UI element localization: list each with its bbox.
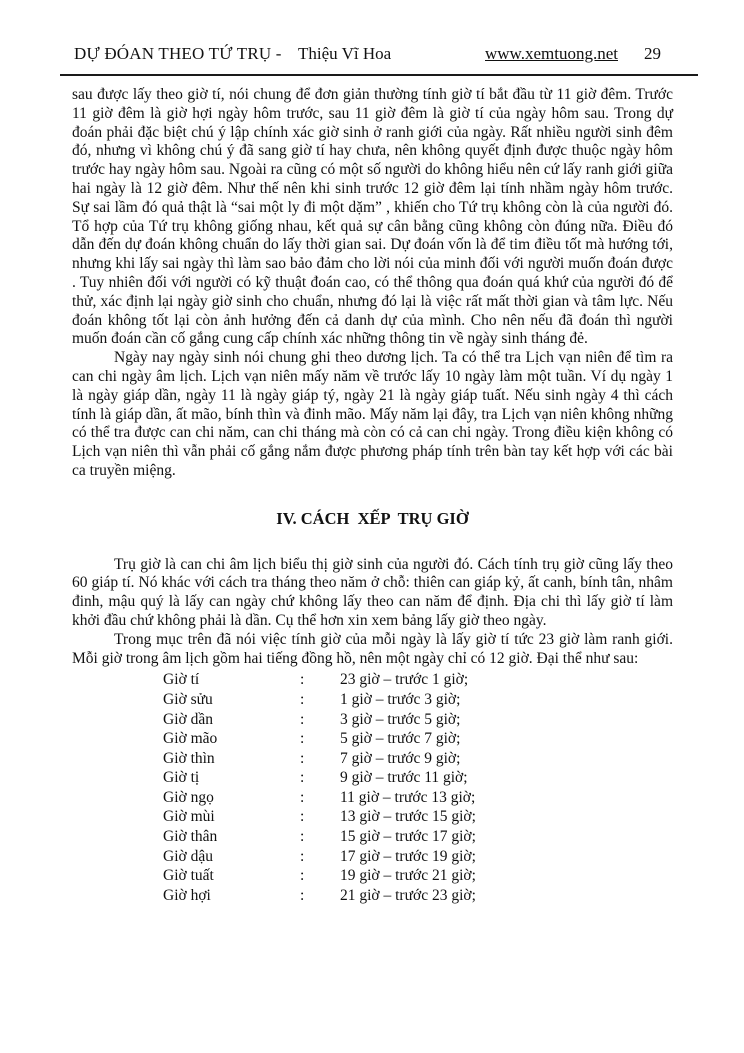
hour-colon: : [300,847,305,865]
hour-row [163,847,673,867]
page-number: 29 [644,44,661,63]
hour-name: Giờ mão [163,730,218,748]
website-link[interactable]: www.xemtuong.net [485,44,618,63]
hour-colon: : [300,808,305,826]
running-header [74,44,688,66]
hour-name: Giờ ngọ [163,788,214,806]
hour-colon: : [300,867,305,885]
hour-name: Giờ tị [163,769,200,787]
hour-row [163,807,673,827]
hour-colon: : [300,788,305,806]
paragraph-hour-intro: Trong mục trên đã nói việc tính giờ của mỗi ngày là lấy giờ tí tức 23 giờ làm ranh giới. Mỗi giờ trong âm lịch gồm hai tiếng đồng hồ, nên một ngày chỉ có 12 giờ. Đại thể như sau: [72,630,673,667]
hour-row [163,690,673,710]
hour-row [163,749,673,769]
hour-range: 1 giờ – trước 3 giờ; [340,690,461,708]
paragraph-lunar-calendar: Ngày nay ngày sinh nói chung ghi theo dương lịch. Ta có thể tra Lịch vạn niên để tìm ra can chi ngày âm lịch. Lịch vạn niên mấy năm về trước lấy 10 ngày làm một tuần. Ví dụ ngày 1 là ngày giáp dần, ngày 11 là ngày giáp tý, ngày 21 là ngày giáp tuất. Nếu sinh ngày 4 thì cách tính là giáp dần, ất mão, bính thìn và đinh mão. Mấy năm lại đây, tra Lịch vạn niên không những có thể tra được can chi năm, can chi tháng mà còn có cả can chi ngày. Trong điều kiện không có Lịch vạn niên thì vẫn phải cố gắng nắm được phương pháp tính trên bàn tay kết hợp với các bài ca truyền miệng. [72,349,673,479]
hour-row [163,866,673,886]
hour-colon: : [300,730,305,748]
hour-range: 7 giờ – trước 9 giờ; [340,749,461,767]
hour-range: 11 giờ – trước 13 giờ; [340,788,476,806]
hour-range: 9 giờ – trước 11 giờ; [340,769,468,787]
hour-range: 3 giờ – trước 5 giờ; [340,710,461,728]
hour-row [163,788,673,808]
book-title: DỰ ĐÓAN THEO TỨ TRỤ - [74,44,282,63]
hour-range: 5 giờ – trước 7 giờ; [340,730,461,748]
header-rule [60,74,698,76]
hour-range: 19 giờ – trước 21 giờ; [340,867,476,885]
hour-row [163,670,673,690]
hour-colon: : [300,769,305,787]
hour-range: 23 giờ – trước 1 giờ; [340,671,469,689]
hour-colon: : [300,749,305,767]
hour-range: 13 giờ – trước 15 giờ; [340,808,476,826]
hour-name: Giờ hợi [163,886,211,904]
hour-row [163,768,673,788]
paragraph-continued: sau được lấy theo giờ tí, nói chung để đơn giản thường tính giờ tí bắt đầu từ 11 giờ đêm. Trước 11 giờ đêm là giờ hợi ngày hôm trước, sau 11 giờ đêm là giờ tí của ngày hôm sau. Trong dự đoán phải đặc biệt chú ý lập chính xác giờ sinh ở ranh giới của ngày. Rất nhiều người sinh đêm đó, nhưng vì không chú ý đã sang giờ tí hay chưa, nên không quyết định được thuộc ngày hôm trước hay ngày hôm sau. Ngoài ra cũng có một số người do không hiểu nên cứ lấy ranh giới giữa hai ngày là 12 giờ đêm. Như thế nên khi sinh trước 12 giờ đêm lại tính nhầm ngày hôm trước. Sự sai lầm đó quả thật là “sai một ly đi một dặm” , khiến cho Tứ trụ không còn là của người đó. Tổ hợp của Tứ trụ không giống nhau, kết quả sự cân bằng cũng không còn đúng nữa. Điều đó dẫn đến dự đoán không chuẩn do lấy thời gian sai. Dự đoán vốn là để tim điều tốt mà hướng tới, nhưng khi lấy sai ngày thì làm sao bảo đảm cho lời nói của minh đối với người muốn đoán được . Tuy nhiên đối với người có kỹ thuật đoán cao, có thể thông qua đoán quá khứ của người đó để thử, xác định lại ngày giờ sinh cho chuẩn, nhưng đó lại là việc rất mất thời gian và tâm lực. Nếu đoán không tốt lại còn ảnh hưởng đến cả danh dự của mình. Cho nên nếu đã đoán thì người muốn đoán cần cố gắng cung cấp chính xác những thông tin về ngày sinh tháng đẻ. [72,86,673,348]
hour-name: Giờ sửu [163,690,213,708]
hour-name: Giờ tí [163,671,200,689]
hour-name: Giờ thìn [163,749,215,767]
hour-range: 17 giờ – trước 19 giờ; [340,847,476,865]
paragraph-hour-pillar: Trụ giờ là can chi âm lịch biểu thị giờ sinh của người đó. Cách tính trụ giờ cũng lấy theo 60 giáp tí. Nó khác với cách tra tháng theo năm ở chỗ: thiên can giáp kỷ, ất canh, bính tân, nhâm đinh, mậu quý là lấy can ngày chứ không lấy theo can năm để định. Địa chi thì lấy giờ tí làm khởi đầu chứ không phải là dần. Cụ thể hơn xin xem bảng lấy giờ theo ngày. [72,555,673,629]
hour-row [163,886,673,906]
hour-name: Giờ dậu [163,847,213,865]
hour-colon: : [300,690,305,708]
hour-row [163,729,673,749]
hour-name: Giờ dần [163,710,213,728]
hour-range: 21 giờ – trước 23 giờ; [340,886,476,904]
hour-colon: : [300,886,305,904]
author-name: Thiệu Vĩ Hoa [298,44,392,63]
hour-name: Giờ tuất [163,867,214,885]
hour-colon: : [300,710,305,728]
hour-row [163,710,673,730]
hour-range: 15 giờ – trước 17 giờ; [340,828,476,846]
hour-colon: : [300,671,305,689]
hour-colon: : [300,828,305,846]
section-heading: IV. CÁCH XẾP TRỤ GIỜ [276,508,469,528]
hour-row [163,827,673,847]
hours-list [72,670,673,905]
hour-name: Giờ mùi [163,808,215,826]
page-body [72,86,673,905]
hour-name: Giờ thân [163,828,218,846]
